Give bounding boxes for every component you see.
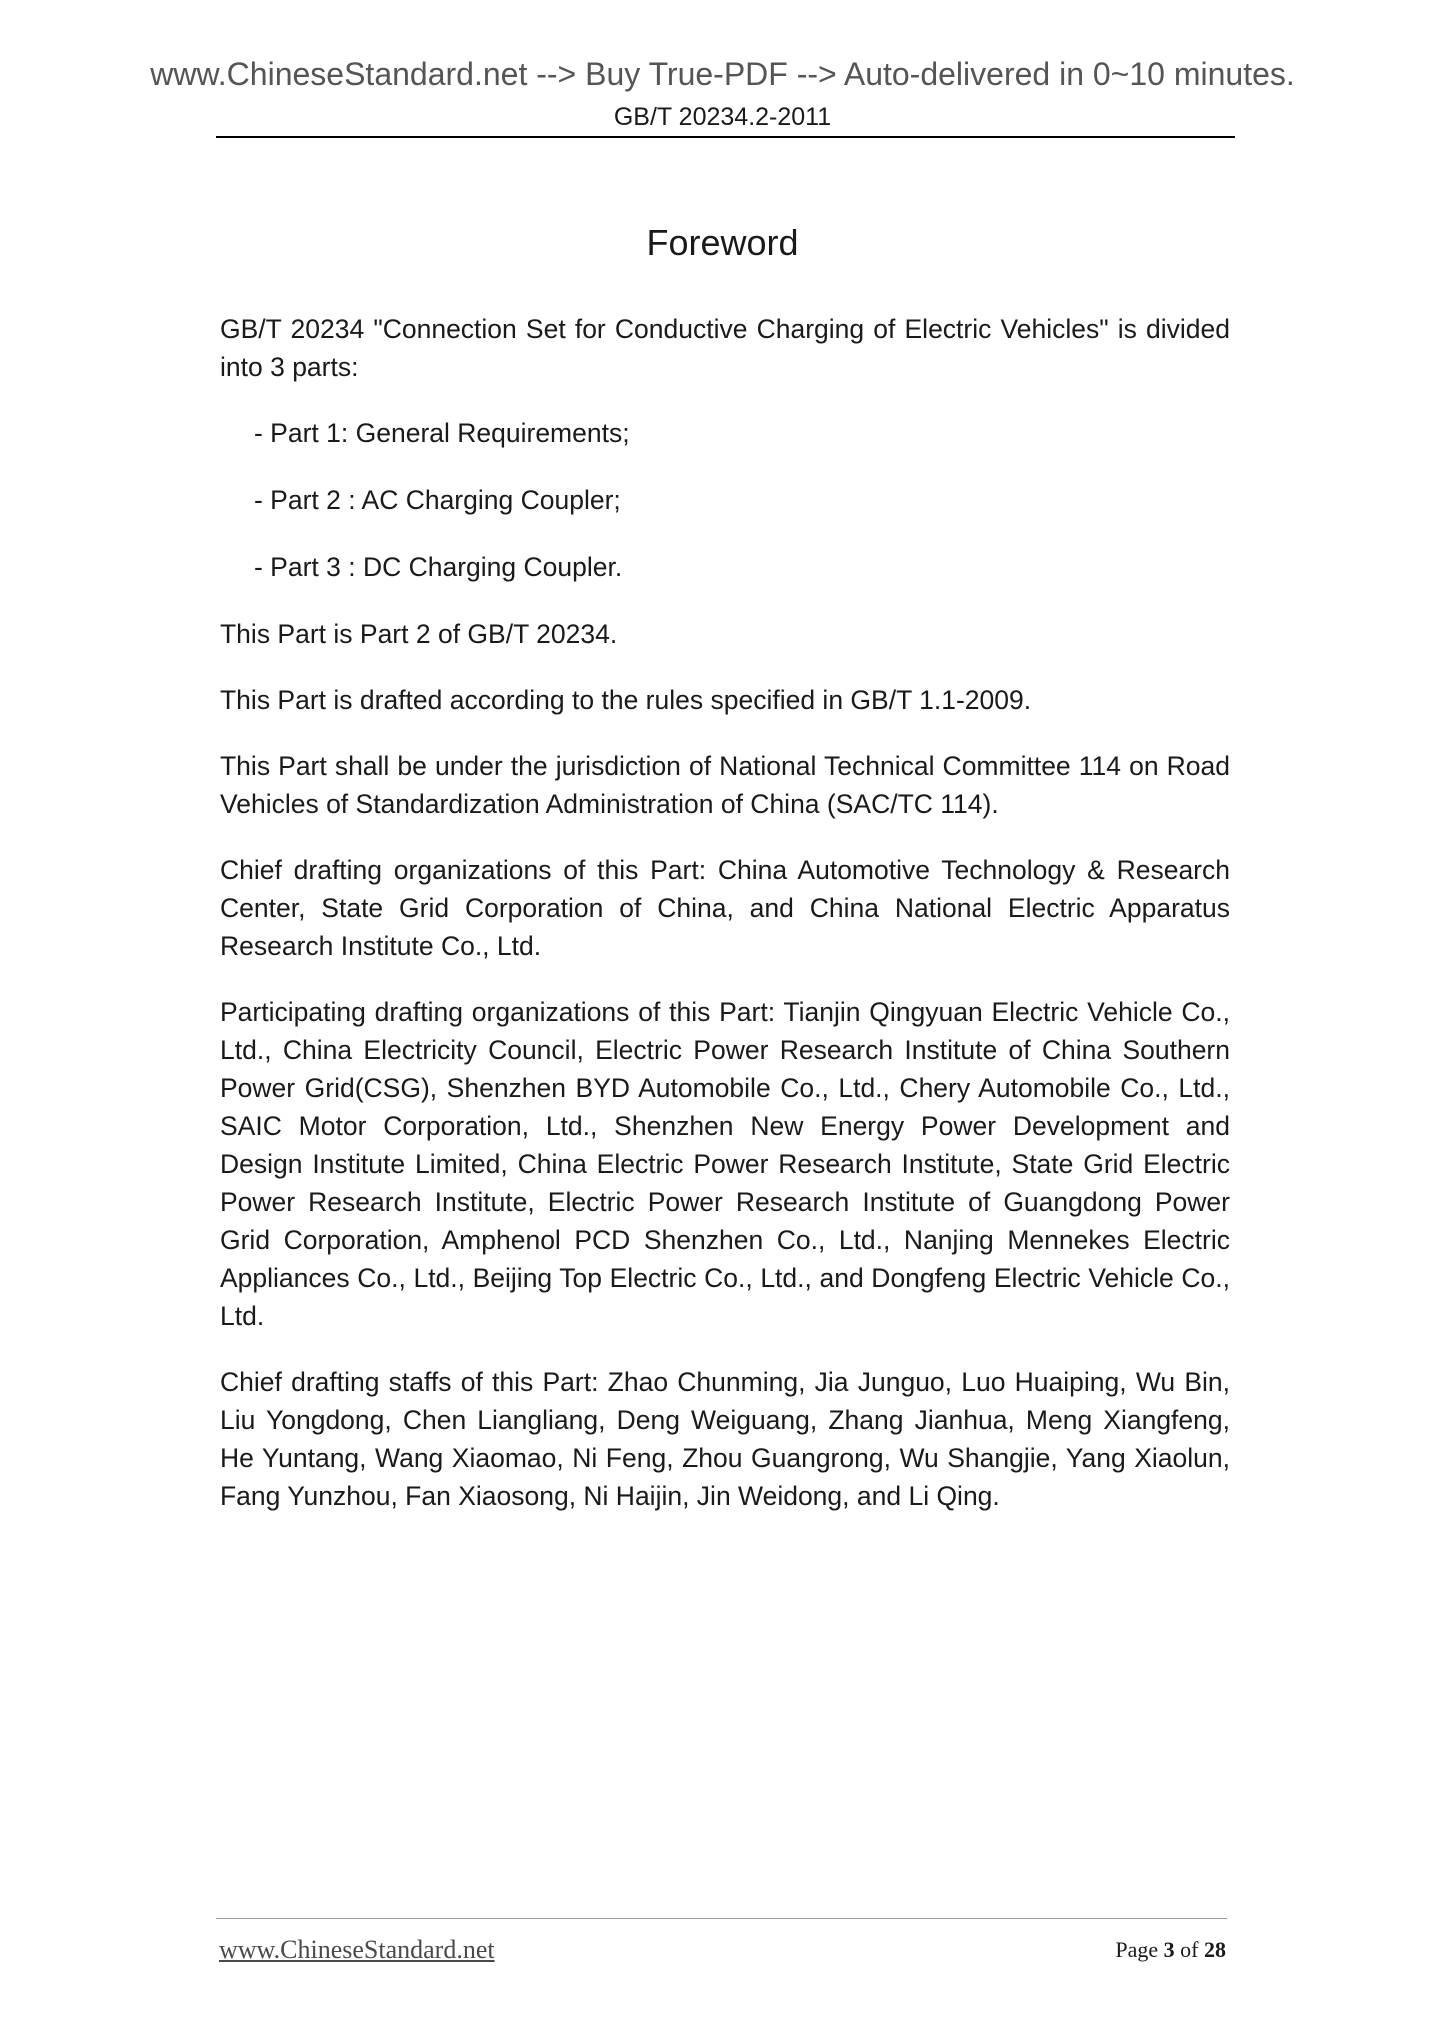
intro-paragraph: GB/T 20234 "Connection Set for Conductive Charging of Electric Vehicles" is divided into 3 parts: [220, 314, 1230, 382]
standard-code: GB/T 20234.2-2011 [613, 103, 832, 131]
jurisdiction-paragraph: This Part shall be under the jurisdiction of National Technical Committee 114 on Road Vehicles of Standardization Administration of China (SAC/TC 114). [220, 751, 1230, 819]
part-statement: This Part is Part 2 of GB/T 20234. [220, 619, 618, 649]
foreword-body [220, 310, 1230, 1543]
chief-staff-paragraph: Chief drafting staffs of this Part: Zhao Chunming, Jia Junguo, Luo Huaiping, Wu Bin, Liu Yongdong, Chen Liangliang, Deng Weiguang, Zhang Jianhua, Meng Xiangfeng, He Yuntang, Wang Xiaomao, Ni Feng, Zhou Guangrong, Wu Shangjie, Yang Xiaolun, Fang Yunzhou, Fan Xiaosong, Ni Haijin, Jin Weidong, and Li Qing. [220, 1367, 1230, 1511]
footer-site-link[interactable]: www.ChineseStandard.net [219, 1935, 495, 1964]
page-title: Foreword [646, 222, 799, 263]
chief-organizations-paragraph: Chief drafting organizations of this Part: China Automotive Technology & Research Center, State Grid Corporation of China, and China National Electric Apparatus Research Institute Co., Ltd. [220, 855, 1230, 961]
header-divider [216, 136, 1235, 138]
part-list-item: - Part 1: General Requirements; [254, 418, 630, 448]
total-pages: 28 [1204, 1937, 1226, 1962]
header-banner: www.ChineseStandard.net --> Buy True-PDF --> Auto-delivered in 0~10 minutes. [150, 56, 1295, 92]
page-word: Page [1115, 1937, 1159, 1962]
page-indicator [1115, 1937, 1226, 1963]
part-list-item: - Part 2 : AC Charging Coupler; [254, 485, 621, 515]
of-word: of [1180, 1937, 1199, 1962]
drafting-rules-paragraph: This Part is drafted according to the rules specified in GB/T 1.1-2009. [220, 685, 1032, 715]
current-page-number: 3 [1163, 1937, 1175, 1962]
part-list-item: - Part 3 : DC Charging Coupler. [254, 552, 623, 582]
participating-organizations-paragraph: Participating drafting organizations of this Part: Tianjin Qingyuan Electric Vehicle Co., Ltd., China Electricity Council, Electric Power Research Institute of China Southern Power Grid(CSG), Shenzhen BYD Automobile Co., Ltd., Chery Automobile Co., Ltd., SAIC Motor Corporation, Ltd., Shenzhen New Energy Power Development and Design Institute Limited, China Electric Power Research Institute, State Grid Electric Power Research Institute, Electric Power Research Institute of Guangdong Power Grid Corporation, Amphenol PCD Shenzhen Co., Ltd., Nanjing Mennekes Electric Appliances Co., Ltd., Beijing Top Electric Co., Ltd., and Dongfeng Electric Vehicle Co., Ltd. [220, 997, 1230, 1331]
footer-divider [216, 1918, 1227, 1919]
